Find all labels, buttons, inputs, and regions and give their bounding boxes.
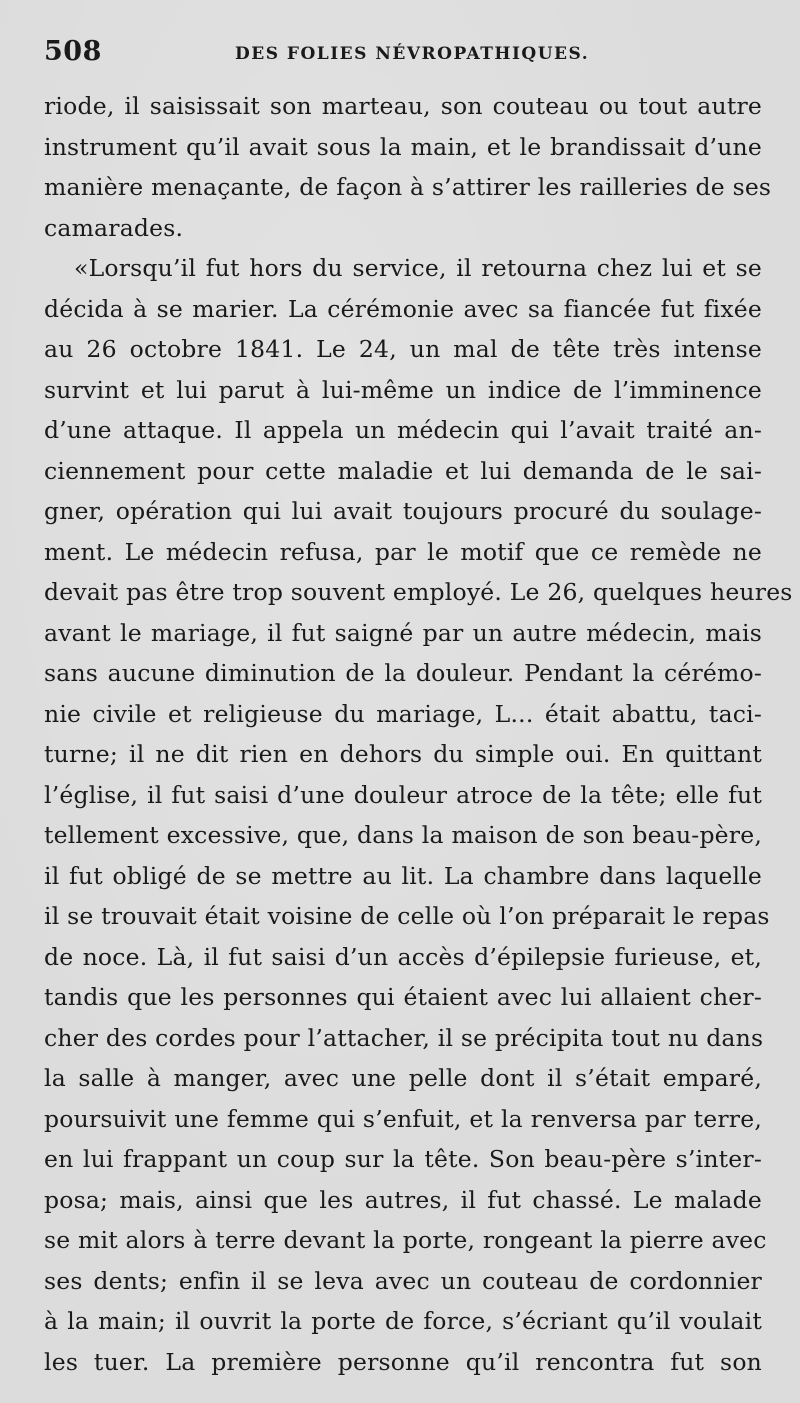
text-line: avant le mariage, il fut saigné par un autre médecin, mais	[44, 618, 762, 647]
text-line: se mit alors à terre devant la porte, rongeant la pierre avec	[44, 1226, 767, 1254]
body-text	[44, 86, 793, 1382]
text-line: devait pas être trop souvent employé. Le 26, quelques heures	[44, 578, 793, 606]
text-line: ciennement pour cette maladie et lui demanda de le sai-	[44, 456, 762, 485]
text-line: tandis que les personnes qui étaient avec lui allaient cher-	[44, 983, 762, 1011]
text-line: nie civile et religieuse du mariage, L... était abattu, taci-	[44, 699, 762, 728]
text-line: à la main; il ouvrit la porte de force, s’écriant qu’il voulait	[44, 1307, 762, 1335]
text-line: gner, opération qui lui avait toujours procuré du soulage-	[44, 497, 762, 525]
page-number: 508	[44, 36, 102, 67]
text-line: sans aucune diminution de la douleur. Pendant la cérémo-	[44, 659, 762, 687]
text-line: d’une attaque. Il appela un médecin qui l’avait traité an-	[44, 416, 762, 444]
running-title: DES FOLIES NÉVROPATHIQUES.	[235, 44, 590, 64]
page-header	[40, 36, 780, 76]
text-line: ment. Le médecin refusa, par le motif que ce remède ne	[44, 537, 762, 566]
text-line: il se trouvait était voisine de celle où l’on préparait le repas	[44, 902, 770, 930]
text-line: «Lorsqu’il fut hors du service, il retourna chez lui et se	[74, 254, 762, 282]
text-line: il fut obligé de se mettre au lit. La chambre dans laquelle	[44, 861, 762, 890]
text-line: ses dents; enfin il se leva avec un couteau de cordonnier	[44, 1266, 762, 1295]
text-line: riode, il saisissait son marteau, son couteau ou tout autre	[44, 92, 762, 120]
text-line: camarades.	[44, 213, 184, 242]
text-line: posa; mais, ainsi que les autres, il fut chassé. Le malade	[44, 1185, 762, 1214]
text-line: au 26 octobre 1841. Le 24, un mal de tête très intense	[44, 335, 762, 363]
text-line: les tuer. La première personne qu’il rencontra fut son	[44, 1347, 762, 1376]
text-line: turne; il ne dit rien en dehors du simple oui. En quittant	[44, 740, 762, 768]
text-line: instrument qu’il avait sous la main, et le brandissait d’une	[44, 132, 762, 161]
text-line: tellement excessive, que, dans la maison de son beau-père,	[44, 821, 762, 849]
text-line: en lui frappant un coup sur la tête. Son beau-père s’inter-	[44, 1145, 762, 1173]
text-line: l’église, il fut saisi d’une douleur atroce de la tête; elle fut	[44, 780, 762, 809]
text-line: poursuivit une femme qui s’enfuit, et la renversa par terre,	[44, 1104, 762, 1133]
text-line: la salle à manger, avec une pelle dont il s’était emparé,	[44, 1064, 762, 1092]
text-line: de noce. Là, il fut saisi d’un accès d’épilepsie furieuse, et,	[44, 942, 762, 971]
text-line: décida à se marier. La cérémonie avec sa fiancée fut fixée	[44, 294, 762, 323]
text-line: manière menaçante, de façon à s’attirer les railleries de ses	[44, 173, 772, 201]
text-line: survint et lui parut à lui-même un indice de l’imminence	[44, 375, 762, 404]
text-line: cher des cordes pour l’attacher, il se précipita tout nu dans	[44, 1023, 764, 1052]
